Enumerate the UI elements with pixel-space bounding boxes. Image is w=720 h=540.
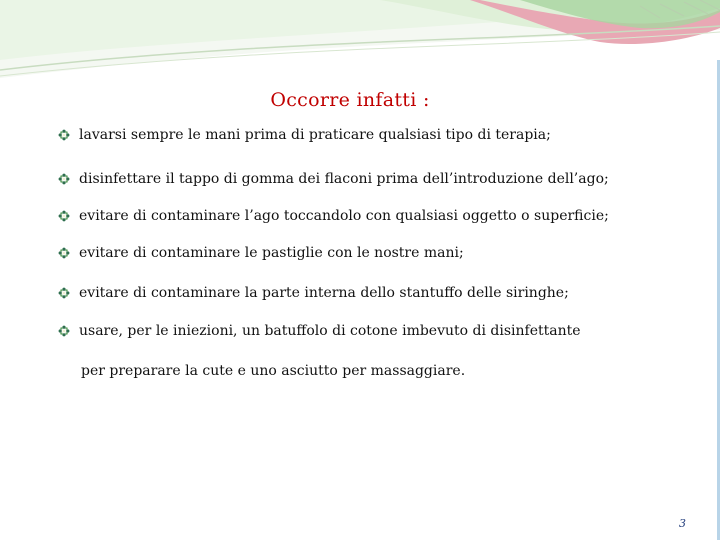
list-item [58, 320, 581, 342]
list-item [58, 124, 551, 146]
slide-title: Occorre infatti : [270, 89, 430, 111]
decorative-banner [0, 0, 720, 90]
flower-bullet-icon [58, 173, 70, 185]
bullet-text: evitare di contaminare l’ago toccandolo con qualsiasi oggetto o superficie; [79, 208, 609, 224]
list-item [58, 242, 464, 264]
bullet-text: usare, per le iniezioni, un batuffolo di cotone imbevuto di disinfettante [79, 323, 581, 339]
bullet-text: evitare di contaminare le pastiglie con le nostre mani; [79, 245, 464, 261]
page-number: 3 [679, 517, 686, 530]
bullet-text: evitare di contaminare la parte interna dello stantuffo delle siringhe; [79, 285, 569, 301]
list-item [58, 168, 609, 190]
list-item [58, 282, 569, 304]
flower-bullet-icon [58, 210, 70, 222]
flower-bullet-icon [58, 129, 70, 141]
flower-bullet-icon [58, 247, 70, 259]
list-item [58, 205, 609, 227]
bullet-text: lavarsi sempre le mani prima di praticare qualsiasi tipo di terapia; [79, 127, 551, 143]
bullet-continuation-text: per preparare la cute e uno asciutto per massaggiare. [81, 363, 466, 379]
bullet-text: disinfettare il tappo di gomma dei flaconi prima dell’introduzione dell’ago; [79, 171, 609, 187]
flower-bullet-icon [58, 287, 70, 299]
flower-bullet-icon [58, 325, 70, 337]
